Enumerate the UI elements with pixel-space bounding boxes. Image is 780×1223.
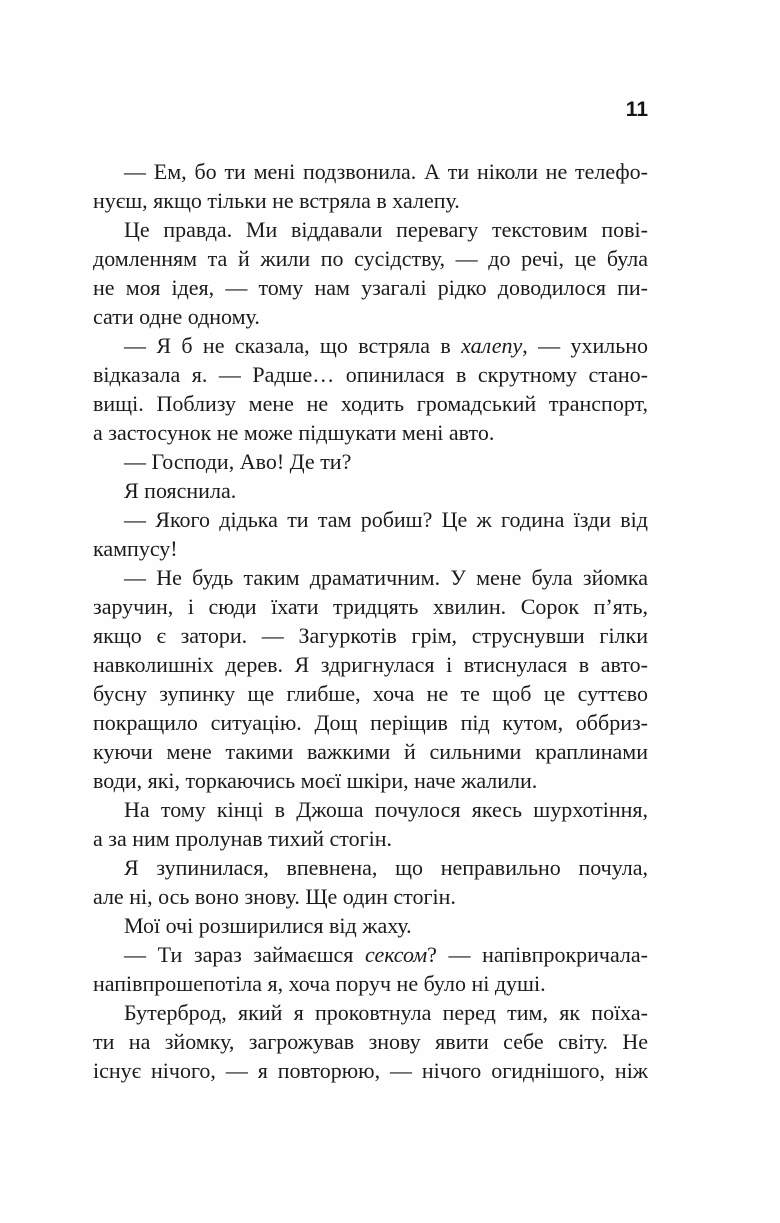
text-line: Я зупинилася, впевнена, що неправильно почула, bbox=[124, 855, 648, 880]
paragraph bbox=[93, 447, 648, 476]
paragraph bbox=[93, 476, 648, 505]
text-line: води, які, торкаючись моєї шкіри, наче жалили. bbox=[93, 768, 538, 793]
text-line: нуєш, якщо тільки не встряла в халепу. bbox=[93, 188, 460, 213]
text-line: — Господи, Аво! Де ти? bbox=[124, 449, 352, 474]
text-line: ти на зйомку, загрожував знову явити себе світу. Не bbox=[93, 1029, 648, 1054]
text-line: навколишніх дерев. Я здригнулася і втиснулася в авто- bbox=[93, 652, 648, 677]
text-line: заручин, і сюди їхати тридцять хвилин. Сорок п’ять, bbox=[93, 594, 648, 619]
text-line: сати одне одному. bbox=[93, 304, 260, 329]
paragraph bbox=[93, 998, 648, 1085]
paragraph bbox=[93, 215, 648, 331]
text-line: відказала я. — Радше… опинилася в скрутному стано- bbox=[93, 362, 648, 387]
paragraph bbox=[93, 940, 648, 998]
text-line: а за ним пролунав тихий стогін. bbox=[93, 826, 393, 851]
paragraph bbox=[93, 505, 648, 563]
text-line: кампусу! bbox=[93, 536, 178, 561]
text-line: — Ем, бо ти мені подзвонила. А ти ніколи не телефо- bbox=[124, 159, 648, 184]
italic-text: халепу bbox=[461, 333, 523, 358]
text-line: — Я б не сказала, що встряла в халепу, — ухильно bbox=[124, 333, 648, 358]
text-line: але ні, ось воно знову. Ще один стогін. bbox=[93, 884, 456, 909]
text-line: куючи мене такими важкими й сильними краплинами bbox=[93, 739, 648, 764]
text-line: — Якого дідька ти там робиш? Це ж година їзди від bbox=[124, 507, 648, 532]
text-line: якщо є затори. — Загуркотів грім, струснувши гілки bbox=[93, 623, 648, 648]
text-line: домленням та й жили по сусідству, — до речі, це була bbox=[93, 246, 648, 271]
text-line: існує нічого, — я повторюю, — нічого огиднішого, ніж bbox=[93, 1058, 648, 1083]
paragraph bbox=[93, 331, 648, 447]
text-line: — Ти зараз займаєшся сексом? — напівпрокричала- bbox=[124, 942, 648, 967]
italic-text: сексом bbox=[365, 942, 428, 967]
paragraph bbox=[93, 563, 648, 795]
paragraph bbox=[93, 911, 648, 940]
body-text bbox=[93, 157, 648, 1085]
text-line: а застосунок не може підшукати мені авто. bbox=[93, 420, 495, 445]
text-line: Я пояснила. bbox=[124, 478, 237, 503]
text-line: — Не будь таким драматичним. У мене була зйомка bbox=[124, 565, 648, 590]
text-line: Мої очі розширилися від жаху. bbox=[124, 913, 412, 938]
paragraph bbox=[93, 853, 648, 911]
paragraph bbox=[93, 795, 648, 853]
text-line: покращило ситуацію. Дощ періщив під кутом, оббриз- bbox=[93, 710, 648, 735]
page-number: 11 bbox=[625, 98, 648, 121]
text-line: бусну зупинку ще глибше, хоча не те щоб це суттєво bbox=[93, 681, 648, 706]
paragraph bbox=[93, 157, 648, 215]
text-line: не моя ідея, — тому нам узагалі рідко доводилося пи- bbox=[93, 275, 648, 300]
text-line: напівпрошепотіла я, хоча поруч не було ні душі. bbox=[93, 971, 546, 996]
text-line: вищі. Поблизу мене не ходить громадський транспорт, bbox=[93, 391, 648, 416]
text-line: На тому кінці в Джоша почулося якесь шурхотіння, bbox=[124, 797, 648, 822]
text-line: Бутерброд, який я проковтнула перед тим, як поїха- bbox=[124, 1000, 648, 1025]
text-line: Це правда. Ми віддавали перевагу текстовим пові- bbox=[124, 217, 648, 242]
